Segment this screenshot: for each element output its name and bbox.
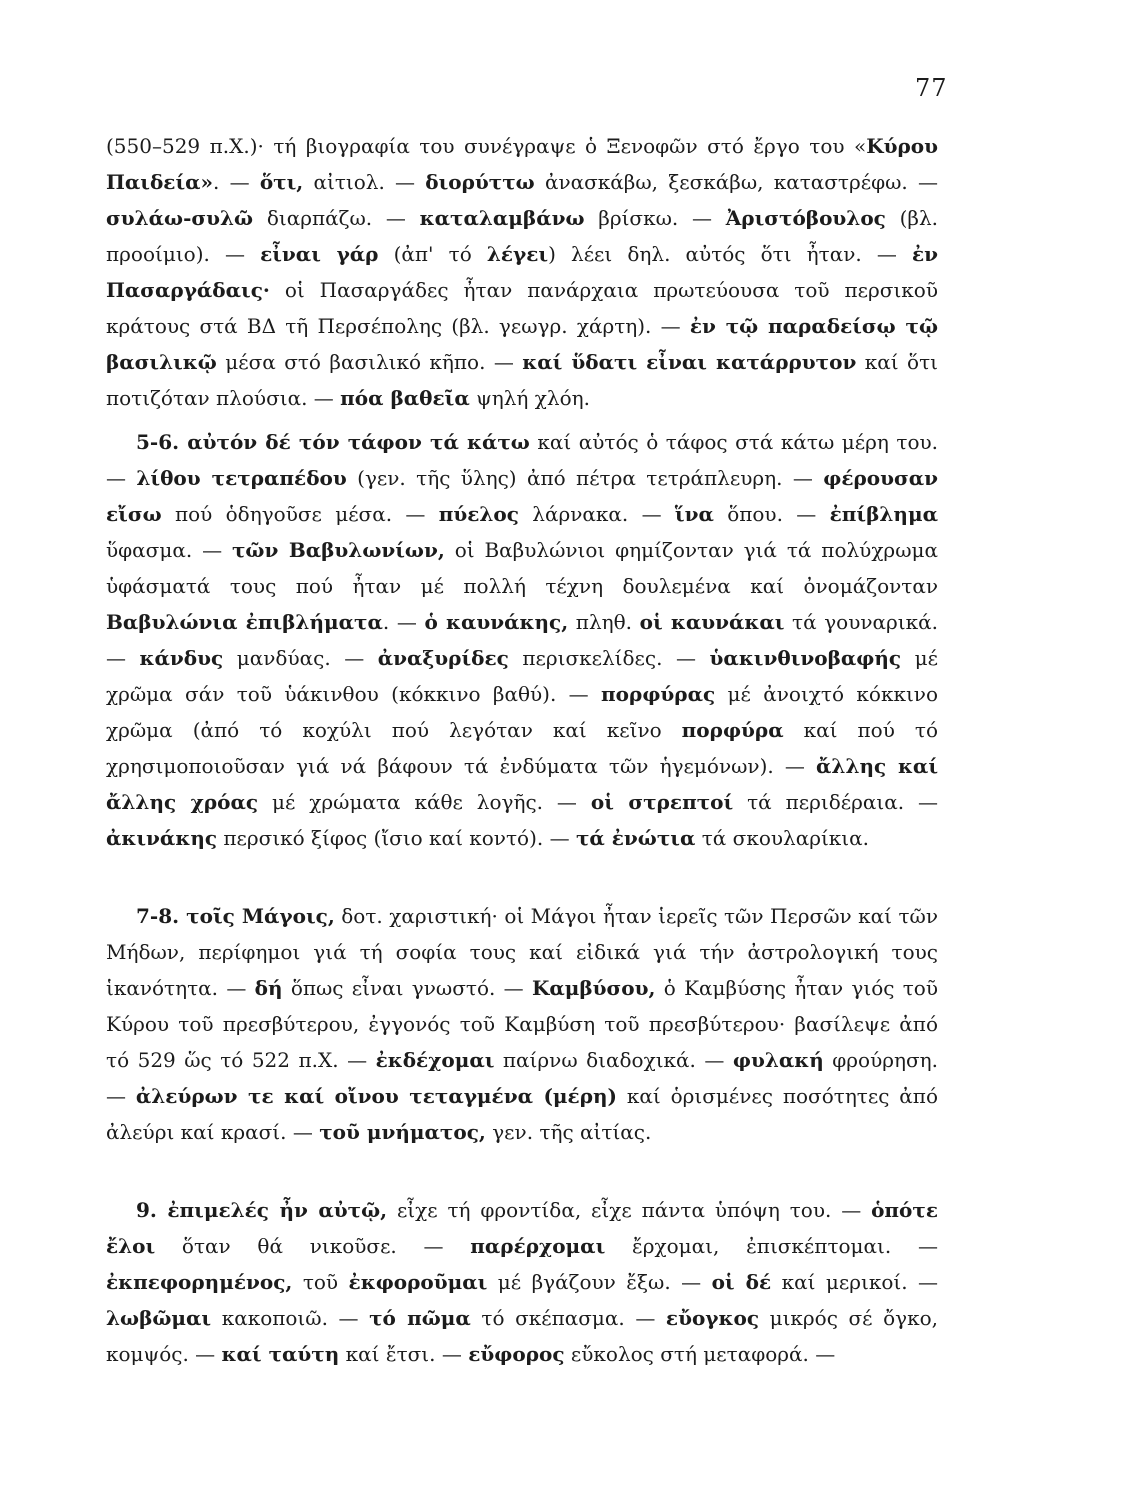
lemma-term: οἱ δέ xyxy=(711,1270,772,1294)
lemma-term: 5-6. αὐτόν δέ τόν τάφον τά κάτω xyxy=(136,430,530,454)
gloss-text: μικρός σέ ὄγκο, κομψός. — xyxy=(106,1306,938,1366)
gloss-text: (550–529 π.Χ.)· τή βιογραφία του συνέγραψε ὁ Ξενοφῶν στό ἔργο του « xyxy=(106,134,867,158)
gloss-text: ὅταν θά νικοῦσε. — xyxy=(155,1234,471,1258)
gloss-text: εὔκολος στή μεταφορά. — xyxy=(564,1342,836,1366)
lemma-term: οἱ στρεπτοί xyxy=(590,790,734,814)
lemma-term: τό πῶμα xyxy=(369,1306,471,1330)
gloss-text: τοῦ xyxy=(292,1270,349,1294)
lemma-term: Καμβύσου, xyxy=(531,976,656,1000)
gloss-text: ψηλή χλόη. xyxy=(469,386,590,410)
gloss-text: ὁ Καμβύσης ἦταν γιός τοῦ Κύρου τοῦ πρεσβύτερου, ἐγγονός τοῦ Καμβύση τοῦ πρεσβύτερου· βασίλεψε ἀπό τό 529 ὥς τό 522 π.Χ. — xyxy=(106,976,938,1072)
lemma-term: παρέρχομαι xyxy=(470,1234,606,1258)
gloss-text: διαρπάζω. — xyxy=(253,206,420,230)
gloss-text: περσικό ξίφος (ἴσιο καί κοντό). — xyxy=(217,826,576,850)
gloss-text: κακοποιῶ. — xyxy=(211,1306,370,1330)
gloss-text: παίρνω διαδοχικά. — xyxy=(494,1048,733,1072)
gloss-text: μέ χρῶμα σάν τοῦ ὑάκινθου (κόκκινο βαθύ). — xyxy=(106,646,938,706)
gloss-text: καί ὁρισμένες ποσότητες ἀπό ἀλεύρι καί κρασί. — xyxy=(106,1084,938,1144)
gloss-text: μέ ἀνοιχτό κόκκινο χρῶμα (ἀπό τό κοχύλι πού λεγόταν καί κεῖνο xyxy=(106,682,938,742)
gloss-text: τά γουναρικά. — xyxy=(106,610,938,670)
gloss-text: ἀνασκάβω, ξεσκάβω, καταστρέφω. — xyxy=(534,170,938,194)
lemma-term: ὁ καυνάκης, xyxy=(424,610,569,634)
lemma-term: Βαβυλώνια ἐπιβλήματα xyxy=(106,610,383,634)
gloss-text: μέσα στό βασιλικό κῆπο. — xyxy=(216,350,523,374)
gloss-text: οἱ Βαβυλώνιοι φημίζονταν γιά τά πολύχρωμα ὑφάσματά τους πού ἦταν μέ πολλή τέχνη δουλεμένα καί ὀνομάζονταν xyxy=(106,538,939,598)
lemma-term: κάνδυς xyxy=(139,646,224,670)
gloss-text: καί ἔτσι. — xyxy=(339,1342,469,1366)
lemma-term: εὔογκος xyxy=(665,1306,759,1330)
lemma-term: καί ὕδατι εἶναι κατάρρυτον xyxy=(522,350,857,374)
lemma-term: εἶναι γάρ xyxy=(260,242,379,266)
gloss-text: φρούρηση. — xyxy=(106,1048,938,1108)
lemma-term: ὁπότε ἔλοι xyxy=(106,1198,938,1258)
lemma-term: Κύρου Παιδεία» xyxy=(106,134,938,194)
lemma-term: δή xyxy=(254,976,283,1000)
lemma-term: λέγει xyxy=(486,242,549,266)
gloss-text: (βλ. προοίμιο). — xyxy=(106,206,938,266)
gloss-text: περισκελίδες. — xyxy=(508,646,710,670)
lemma-term: τοῦ μνήματος, xyxy=(319,1120,486,1144)
lemma-term: ἐν Πασαργάδαις· xyxy=(106,242,938,302)
lemma-term: ἀλεύρων τε καί οἴνου τεταγμένα (μέρη) xyxy=(135,1084,618,1108)
gloss-text: (ἀπ' τό xyxy=(378,242,487,266)
gloss-text: ὅπου. — xyxy=(713,502,830,526)
gloss-text: (γεν. τῆς ὕλης) ἀπό πέτρα τετράπλευρη. — xyxy=(346,466,824,490)
lemma-term: διορύττω xyxy=(425,170,535,194)
gloss-text: ) λέει δηλ. αὐτός ὅτι ἦταν. — xyxy=(548,242,912,266)
gloss-text: ἔρχομαι, ἐπισκέπτομαι. — xyxy=(605,1234,938,1258)
lemma-term: πορφύρας xyxy=(601,682,716,706)
lemma-term: ἀναξυρίδες xyxy=(377,646,509,670)
lemma-term: εὔφορος xyxy=(468,1342,565,1366)
lemma-term: Ἀριστόβουλος xyxy=(725,206,886,230)
gloss-text: τό σκέπασμα. — xyxy=(470,1306,666,1330)
gloss-text: καί μερικοί. — xyxy=(771,1270,938,1294)
gloss-text: τά περιδέραια. — xyxy=(733,790,939,814)
lemma-term: πορφύρα xyxy=(681,718,784,742)
lemma-term: ἵνα xyxy=(674,502,714,526)
commentary-paragraph xyxy=(106,128,938,416)
gloss-text: αἰτιολ. — xyxy=(303,170,426,194)
gloss-text: καί πού τό χρησιμοποιοῦσαν γιά νά βάφουν τά ἐνδύματα τῶν ἡγεμόνων). — xyxy=(106,718,938,778)
gloss-text: . — xyxy=(382,610,425,634)
gloss-text: πληθ. xyxy=(568,610,640,634)
lemma-term: καταλαμβάνω xyxy=(419,206,585,230)
commentary-paragraph xyxy=(106,424,938,856)
lemma-term: 9. ἐπιμελές ἦν αὐτῷ, xyxy=(136,1198,388,1222)
lemma-term: ἐπίβλημα xyxy=(829,502,938,526)
lemma-term: ἐκπεφορημένος, xyxy=(106,1270,293,1294)
gloss-text: μέ βγάζουν ἔξω. — xyxy=(487,1270,712,1294)
gloss-text: γεν. τῆς αἰτίας. xyxy=(485,1120,652,1144)
lemma-term: ἄλλης καί ἄλλης χρόας xyxy=(106,754,938,814)
page-number: 77 xyxy=(915,74,948,102)
gloss-text: βρίσκω. — xyxy=(584,206,726,230)
lemma-term: ὅτι, xyxy=(259,170,304,194)
lemma-term: τά ἐνώτια xyxy=(575,826,696,850)
lemma-term: ἐκφοροῦμαι xyxy=(348,1270,488,1294)
gloss-text: τά σκουλαρίκια. xyxy=(695,826,869,850)
lemma-term: ὑακινθινοβαφής xyxy=(709,646,902,670)
commentary-paragraph xyxy=(106,1192,938,1372)
gloss-text: ὕφασμα. — xyxy=(106,538,232,562)
gloss-text: δοτ. χαριστική· οἱ Μάγοι ἦταν ἱερεῖς τῶν Περσῶν καί τῶν Μήδων, περίφημοι γιά τή σοφία τους καί εἰδικά γιά τήν ἀστρολογική τους ἱκανότητα. — xyxy=(106,904,938,1000)
lemma-term: πόα βαθεῖα xyxy=(340,386,470,410)
lemma-term: ἐκδέχομαι xyxy=(375,1048,495,1072)
gloss-text: . — xyxy=(213,170,260,194)
lemma-term: καί ταύτη xyxy=(221,1342,340,1366)
lemma-term: τῶν Βαβυλωνίων, xyxy=(231,538,445,562)
gloss-text: καί ὅτι ποτιζόταν πλούσια. — xyxy=(106,350,938,410)
gloss-text: μέ χρώματα κάθε λογῆς. — xyxy=(258,790,591,814)
lemma-term: φυλακή xyxy=(732,1048,824,1072)
lemma-term: συλάω-συλῶ xyxy=(106,206,254,230)
lemma-term: ἐν τῷ παραδείσῳ τῷ βασιλικῷ xyxy=(106,314,939,374)
gloss-text: εἶχε τή φροντίδα, εἶχε πάντα ὑπόψη του. — xyxy=(387,1198,872,1222)
lemma-term: φέρουσαν εἴσω xyxy=(106,466,939,526)
lemma-term: πύελος xyxy=(438,502,519,526)
lemma-term: λίθου τετραπέδου xyxy=(136,466,347,490)
gloss-text: λάρνακα. — xyxy=(518,502,675,526)
lemma-term: ἀκινάκης xyxy=(106,826,218,850)
gloss-text: πού ὁδηγοῦσε μέσα. — xyxy=(161,502,439,526)
commentary-paragraph xyxy=(106,898,938,1150)
gloss-text: μανδύας. — xyxy=(223,646,378,670)
gloss-text: οἱ Πασαργάδες ἦταν πανάρχαια πρωτεύουσα τοῦ περσικοῦ κράτους στά ΒΔ τῆ Περσέπολης (βλ. γεωγρ. χάρτη). — xyxy=(106,278,938,338)
lemma-term: 7-8. τοῖς Μάγοις, xyxy=(136,904,335,928)
lemma-term: οἱ καυνάκαι xyxy=(639,610,785,634)
lemma-term: λωβῶμαι xyxy=(106,1306,212,1330)
gloss-text: καί αὐτός ὁ τάφος στά κάτω μέρη του. — xyxy=(106,430,939,490)
gloss-text: ὅπως εἶναι γνωστό. — xyxy=(282,976,532,1000)
